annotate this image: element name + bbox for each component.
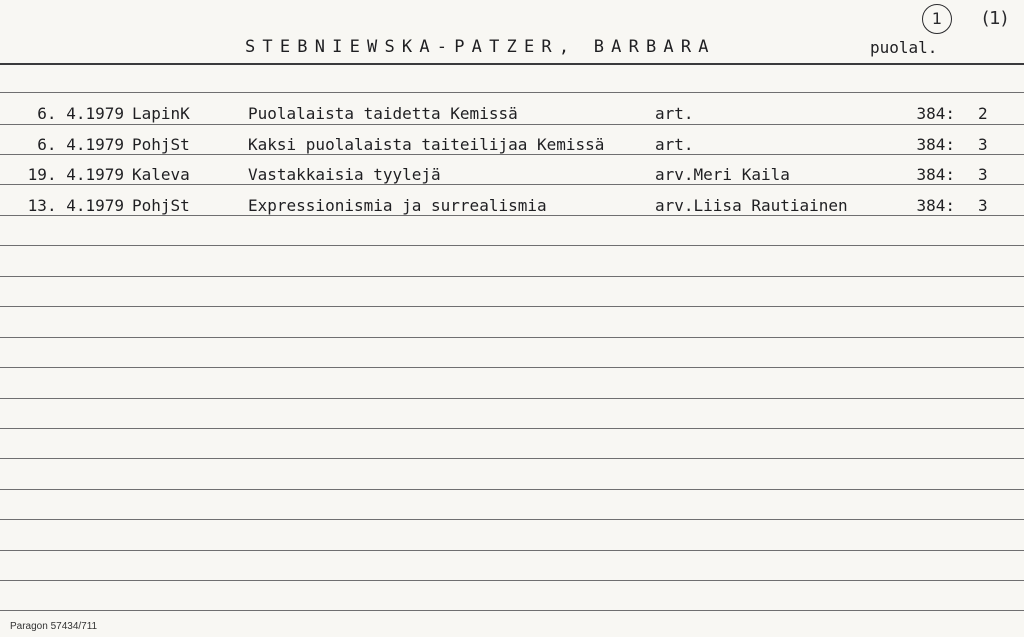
- line-rule: [0, 124, 1024, 125]
- table-row: [0, 165, 1024, 195]
- line-rule: [0, 489, 1024, 490]
- line-rule: [0, 580, 1024, 581]
- entry-title: Kaksi puolalaista taiteilijaa Kemissä: [248, 135, 605, 154]
- line-rule: [0, 519, 1024, 520]
- circled-number-text: 1: [931, 9, 943, 28]
- header-rule: [0, 63, 1024, 65]
- language-label: puolal.: [870, 38, 938, 57]
- entry-title: Expressionismia ja surrealismia: [248, 196, 547, 215]
- entry-volume: 384:: [916, 165, 955, 184]
- entry-type: art.: [655, 104, 694, 123]
- entry-title: Vastakkaisia tyylejä: [248, 165, 441, 184]
- line-rule: [0, 245, 1024, 246]
- entry-date: 6. 4.1979: [37, 135, 124, 154]
- line-rule: [0, 337, 1024, 338]
- entry-number: 2: [978, 104, 988, 123]
- line-rule: [0, 458, 1024, 459]
- print-code: Paragon 57434/711: [10, 621, 98, 632]
- line-rule: [0, 367, 1024, 368]
- entry-volume: 384:: [916, 196, 955, 215]
- parenthesized-number-mark: [972, 4, 1018, 34]
- line-rule: [0, 184, 1024, 185]
- entry-title: Puolalaista taidetta Kemissä: [248, 104, 518, 123]
- entry-date: 13. 4.1979: [27, 196, 124, 215]
- line-rule: [0, 276, 1024, 277]
- entry-type: arv.Meri Kaila: [655, 165, 790, 184]
- entry-volume: 384:: [916, 104, 955, 123]
- entry-newspaper: LapinK: [132, 104, 190, 123]
- line-rule: [0, 306, 1024, 307]
- table-row: [0, 196, 1024, 226]
- entry-date: 19. 4.1979: [27, 165, 124, 184]
- entry-newspaper: PohjSt: [132, 135, 190, 154]
- entry-type: arv.Liisa Rautiainen: [655, 196, 848, 215]
- line-rule: [0, 428, 1024, 429]
- entry-number: 3: [978, 196, 988, 215]
- table-row: [0, 135, 1024, 165]
- line-rule: [0, 550, 1024, 551]
- line-rule: [0, 154, 1024, 155]
- table-row: [0, 104, 1024, 134]
- entry-number: 3: [978, 165, 988, 184]
- parenthesized-number-text: (1): [982, 8, 1008, 29]
- line-rule: [0, 92, 1024, 93]
- entry-newspaper: PohjSt: [132, 196, 190, 215]
- line-rule: [0, 215, 1024, 216]
- entry-number: 3: [978, 135, 988, 154]
- circled-number-mark: [922, 4, 952, 34]
- entry-volume: 384:: [916, 135, 955, 154]
- line-rule: [0, 398, 1024, 399]
- entry-newspaper: Kaleva: [132, 165, 190, 184]
- entry-type: art.: [655, 135, 694, 154]
- line-rule: [0, 610, 1024, 611]
- entry-date: 6. 4.1979: [37, 104, 124, 123]
- author-name: STEBNIEWSKA-PATZER, BARBARA: [245, 37, 716, 57]
